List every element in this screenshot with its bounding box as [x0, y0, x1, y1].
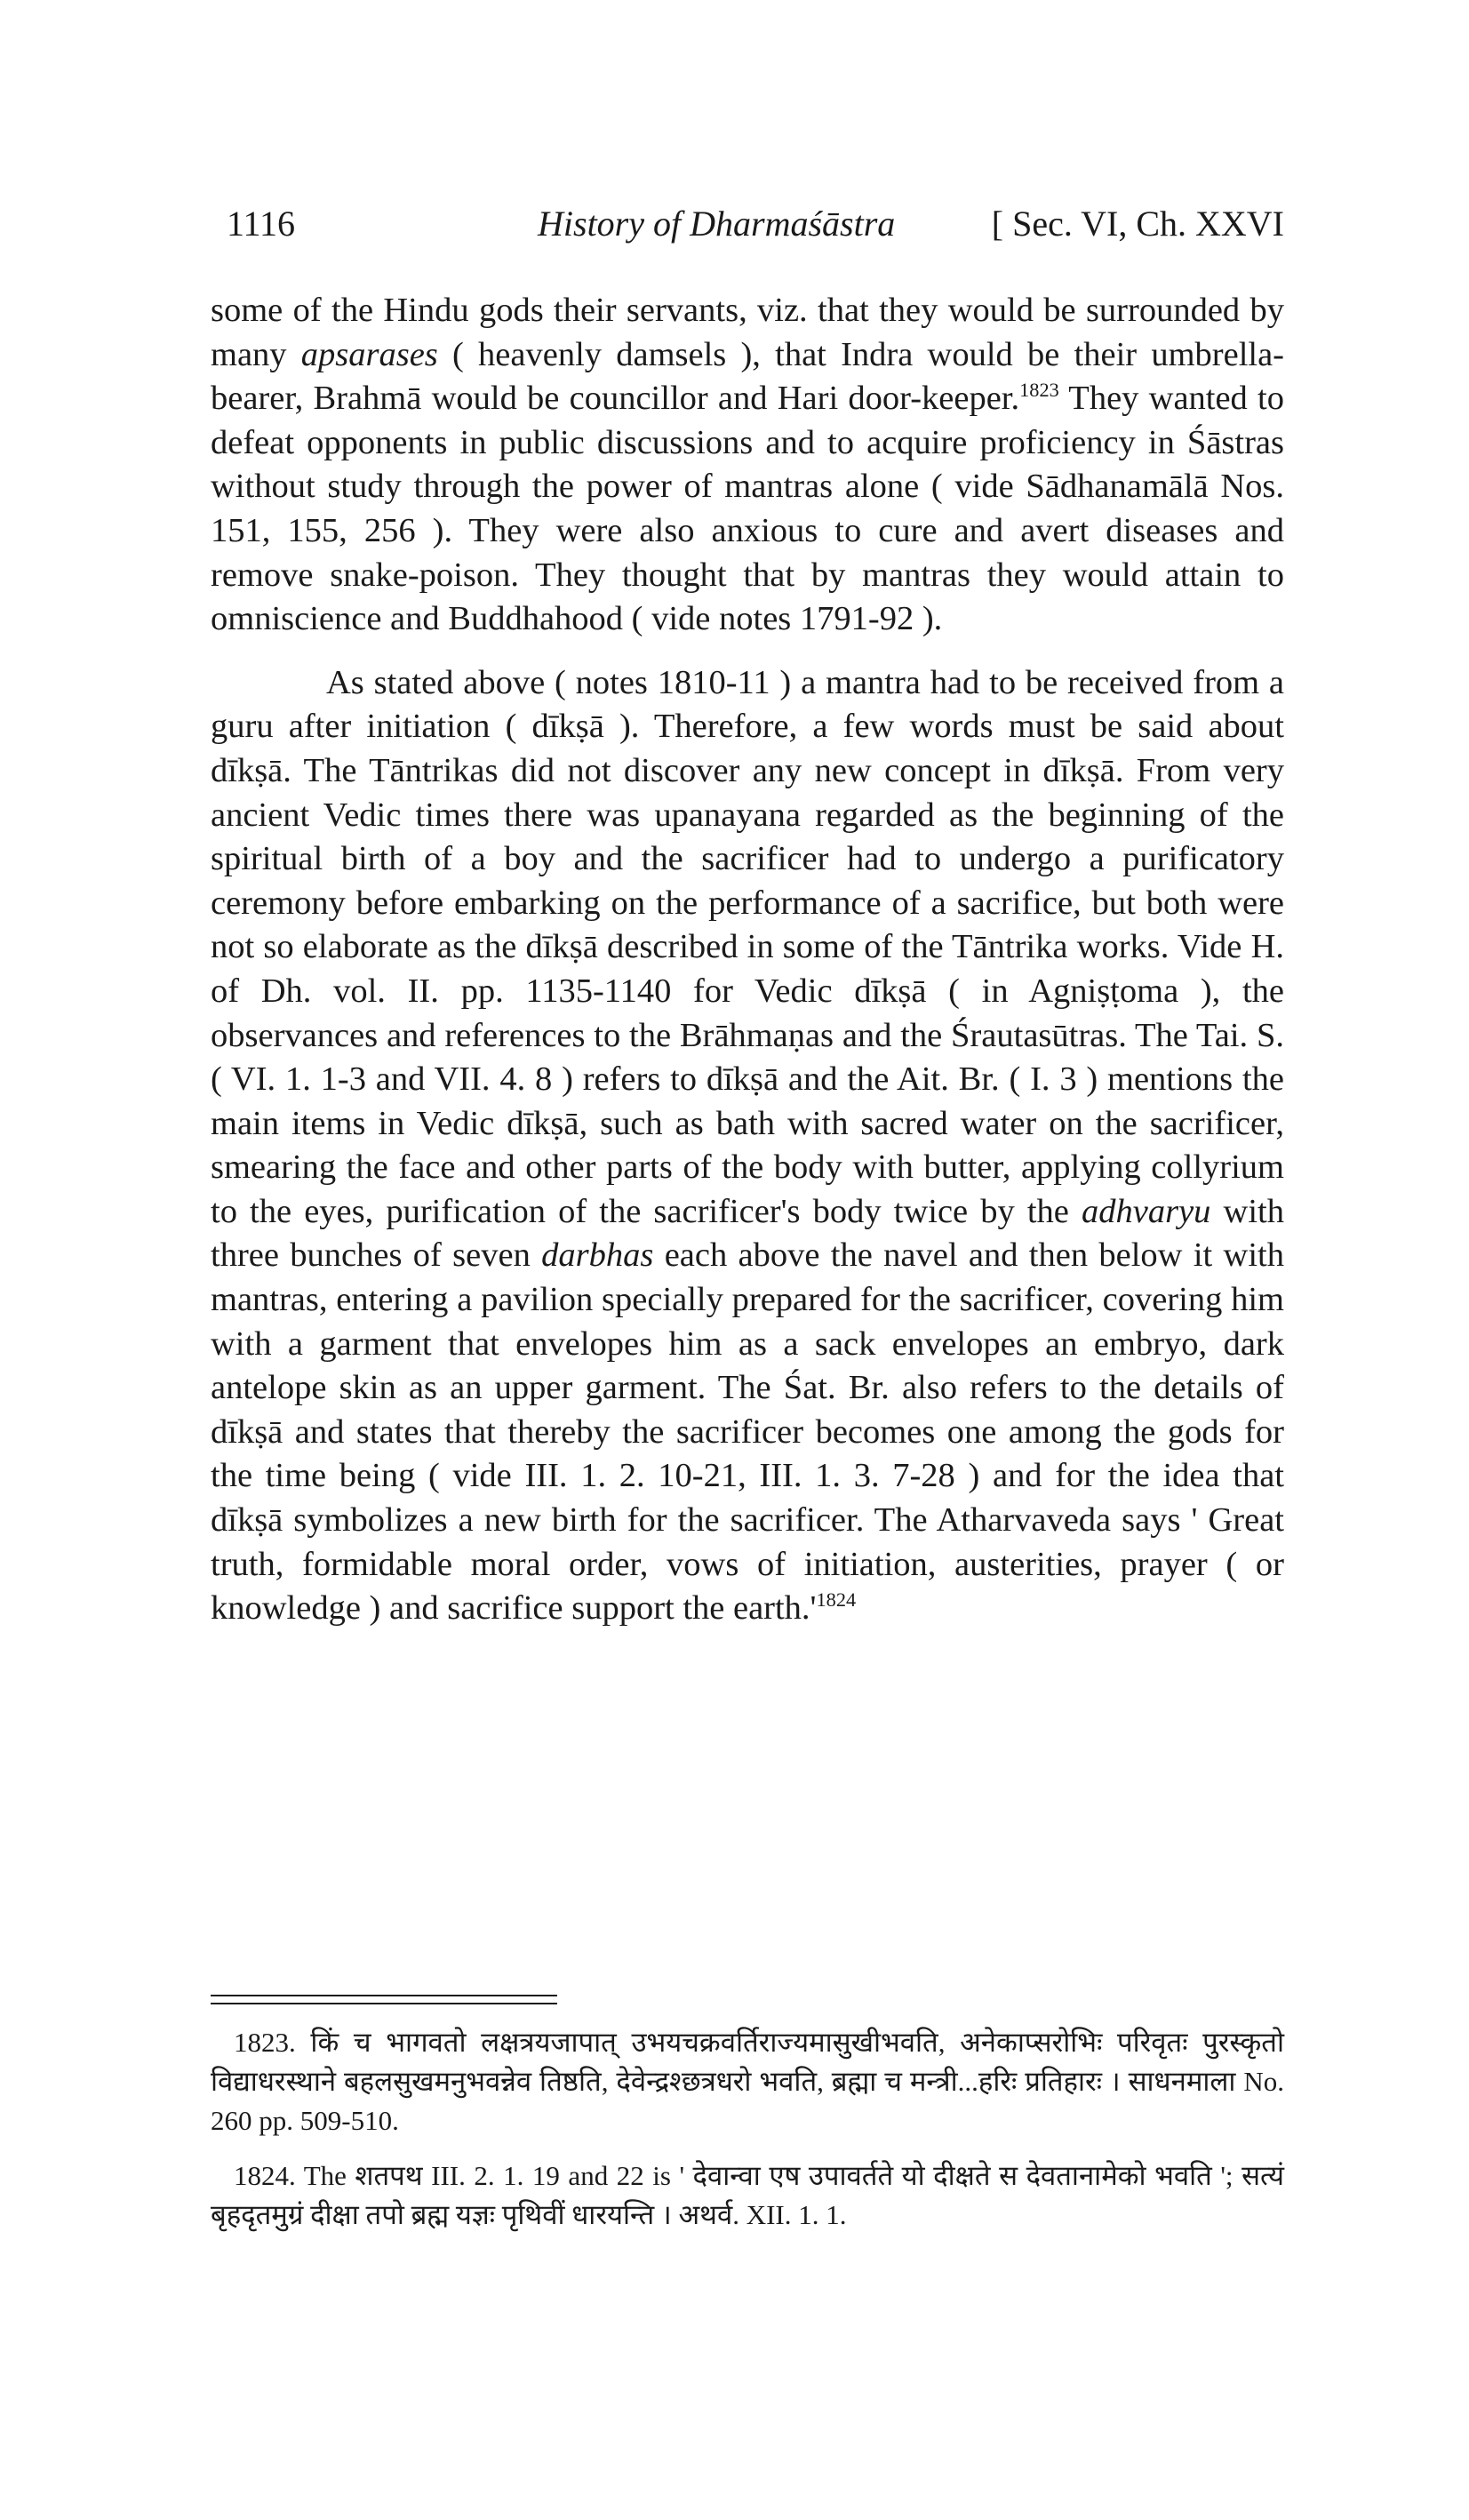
footnote-marker: 1824 — [816, 1588, 857, 1612]
page-header — [227, 203, 1284, 256]
body-text — [211, 289, 1284, 1631]
footnote-1823: 1823. किं च भागवतो लक्षत्रयजापात् उभयचक्रवर्तिराज्यमासुखीभवति, अनेकाप्सरोभिः परिवृतः पुरस्कृतो विद्याधरस्थाने बहलसुखमनुभवन्नेव तिष्ठति, देवेन्द्रश्छत्रधरो भवति, ब्रह्मा च मन्त्री...हरिः प्रतिहारः । साधनमाला No. 260 pp. 509-510. — [211, 2027, 1284, 2136]
paragraph-2-text: each above the navel and then below it with mantras, entering a pavilion specially prepared for the sacrificer, covering him with a garment that envelopes him as a sack envelopes an embryo, dark antelope skin as an upper garment. The Śat. Br. also refers to the details of dīkṣā and states that thereby the sacrificer becomes one among the gods for the time being ( vide III. 1. 2. 10-21, III. 1. 3. 7-28 ) and for the idea that dīkṣā symbolizes a new birth for the sacrificer. The Atharvaveda says ' Great truth, formidable moral order, vows of initiation, austerities, prayer ( or knowledge ) and sacrifice support the earth.' — [211, 1236, 1284, 1628]
paragraph-1 — [211, 289, 1284, 642]
paragraph-2-text: with three bunches of seven — [211, 1192, 1284, 1275]
footnote-1824: 1824. The शतपथ III. 2. 1. 19 and 22 is ' देवान्वा एष उपावर्तते यो दीक्षते स देवतानामेको भवति '; सत्यं बृहदृतमुग्रं दीक्षा तपो ब्रह्म यज्ञः पृथिवीं धारयन्ति । अथर्व. XII. 1. 1. — [211, 2160, 1284, 2230]
section-reference: [ Sec. VI, Ch. XXVI — [991, 204, 1284, 244]
footnote-marker: 1823 — [1019, 379, 1059, 402]
paragraph-1-text: They wanted to defeat opponents in public discussions and to acquire proficiency in Śāstras without study through the power of mantras alone ( vide Sādhanamālā Nos. 151, 155, 256 ). They were also anxious to cure and avert diseases and remove snake-poison. They thought that by mantras they would attain to omniscience and Buddhahood ( vide notes 1791-92 ). — [211, 380, 1284, 638]
footnote-separator — [211, 1995, 557, 2004]
paragraph-2-italic-term: darbhas — [541, 1236, 654, 1275]
paragraph-1-text: ( heavenly damsels ), that Indra would be their umbrella-bearer, Brahmā would be councillor and Hari door-keeper. — [211, 335, 1284, 418]
paragraph-2 — [211, 661, 1284, 1631]
page-number: 1116 — [227, 204, 296, 244]
running-title: History of Dharmaśāstra — [538, 204, 896, 244]
paragraph-1-italic-term: apsarases — [300, 335, 438, 373]
paragraph-1-text: some of the Hindu gods their servants, viz. that they would be surrounded by many — [211, 292, 1284, 373]
paragraph-2-text: As stated above ( notes 1810-11 ) a mantra had to be received from a guru after initiation ( dīkṣā ). Therefore, a few words must be said about dīkṣā. The Tāntrikas did not discover any new concept in dīkṣā. From very ancient Vedic times there was upanayana regarded as the beginning of the spiritual birth of a boy and the sacrificer had to undergo a purificatory ceremony before embarking on the performance of a sacrifice, but both were not so elaborate as the dīkṣā described in some of the Tāntrika works. Vide H. of Dh. vol. II. pp. 1135-1140 for Vedic dīkṣā ( in Agniṣṭoma ), the observances and references to the Brāhmaṇas and the Śrautasūtras. The Tai. S. ( VI. 1. 1-3 and VII. 4. 8 ) refers to dīkṣā and the Ait. Br. ( I. 3 ) mentions the main items in Vedic dīkṣā, such as bath with sacred water on the sacrificer, smearing the face and other parts of the body with butter, applying collyrium to the eyes, purification of the sacrificer's body twice by the — [211, 663, 1284, 1230]
paragraph-2-italic-term: adhvaryu — [1082, 1192, 1211, 1230]
footnotes — [211, 2023, 1284, 2235]
